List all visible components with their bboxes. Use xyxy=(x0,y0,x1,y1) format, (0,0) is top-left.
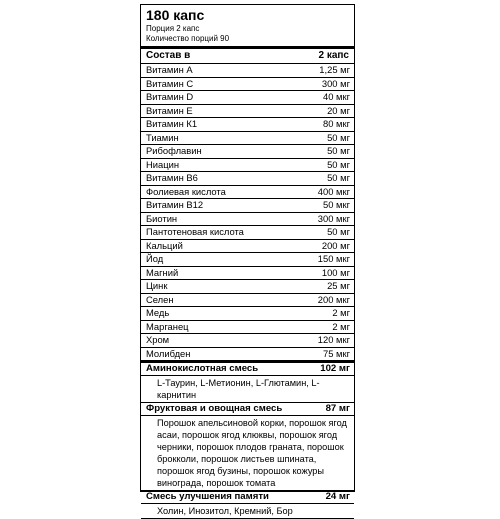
nutrient-row xyxy=(141,172,354,186)
nutrient-row xyxy=(141,334,354,348)
nutrient-row xyxy=(141,307,354,321)
nutrient-amount: 200 мкг xyxy=(317,293,350,305)
nutrient-name: Селен xyxy=(146,293,174,305)
nutrient-row xyxy=(141,105,354,119)
nutrient-amount: 2 мг xyxy=(332,307,350,318)
header-left: Состав в xyxy=(146,50,191,61)
blend-amount: 24 мг xyxy=(325,491,350,502)
nutrient-amount: 1,25 мг xyxy=(319,64,350,75)
nutrient-row xyxy=(141,253,354,267)
nutrient-row xyxy=(141,118,354,132)
nutrient-name: Ниацин xyxy=(146,158,180,170)
nutrient-amount: 50 мг xyxy=(327,172,350,183)
table-header xyxy=(141,49,354,64)
nutrient-name: Рибофлавин xyxy=(146,145,202,156)
nutrient-row xyxy=(141,186,354,200)
blend-fruit-veg-header xyxy=(141,403,354,416)
nutrient-name: Молибден xyxy=(146,347,191,359)
nutrient-amount: 25 мг xyxy=(327,280,350,291)
nutrient-amount: 50 мг xyxy=(327,226,350,237)
nutrient-amount: 75 мкг xyxy=(323,347,350,359)
nutrient-name: Витамин В12 xyxy=(146,199,204,210)
nutrient-amount: 100 мг xyxy=(321,266,350,278)
nutrient-name: Йод xyxy=(146,253,164,264)
nutrient-name: Биотин xyxy=(146,212,178,224)
nutrient-row xyxy=(141,348,354,362)
nutrient-name: Медь xyxy=(146,307,170,318)
nutrient-name: Витамин В6 xyxy=(146,172,198,183)
nutrient-name: Витамин D xyxy=(146,91,194,102)
nutrient-row xyxy=(141,240,354,254)
serving-size: Порция 2 капс xyxy=(146,24,200,33)
blend-amino-contents: L-Таурин, L-Метионин, L-Глютамин, L-карнитин xyxy=(141,376,354,403)
nutrient-amount: 50 мг xyxy=(327,145,350,156)
nutrient-row xyxy=(141,159,354,173)
blend-name: Фруктовая и овощная смесь xyxy=(146,403,283,414)
nutrient-name: Витамин А xyxy=(146,64,193,75)
blend-amino-header xyxy=(141,361,354,376)
nutrient-name: Цинк xyxy=(146,280,168,291)
nutrient-row xyxy=(141,132,354,146)
nutrient-name: Магний xyxy=(146,266,179,278)
nutrient-row xyxy=(141,64,354,78)
nutrient-name: Хром xyxy=(146,334,170,345)
blend-name: Аминокислотная смесь xyxy=(146,363,259,374)
nutrient-row xyxy=(141,226,354,240)
nutrient-name: Кальций xyxy=(146,239,183,251)
nutrient-list xyxy=(141,64,354,361)
blend-memory-contents: Холин, Инозитол, Кремний, Бор xyxy=(141,504,354,519)
blend-amount: 87 мг xyxy=(325,403,350,414)
nutrient-name: Фолиевая кислота xyxy=(146,185,226,197)
nutrient-name: Витамин Е xyxy=(146,104,193,116)
supplement-facts-panel xyxy=(140,4,355,516)
nutrient-amount: 50 мкг xyxy=(323,199,350,210)
nutrient-name: Марганец xyxy=(146,320,189,332)
nutrient-amount: 300 мкг xyxy=(317,212,350,224)
nutrient-amount: 80 мкг xyxy=(323,118,350,129)
nutrient-row xyxy=(141,213,354,227)
nutrient-row xyxy=(141,145,354,159)
nutrient-amount: 50 мг xyxy=(327,131,350,143)
nutrient-amount: 120 мкг xyxy=(317,334,350,345)
nutrient-amount: 200 мг xyxy=(321,239,350,251)
nutrient-amount: 300 мг xyxy=(321,77,350,89)
label-title: 180 капс xyxy=(146,7,205,23)
blend-amount: 102 мг xyxy=(320,363,350,374)
nutrient-name: Витамин К1 xyxy=(146,118,198,129)
header-right: 2 капс xyxy=(318,50,349,61)
blend-fruit-veg-contents: Порошок апельсиновой корки, порошок ягод асаи, порошок ягод клюквы, порошок ягод черники, порошок плодов граната, порошок брокколи, порошок листьев шпината, порошок ягод бузины, порошок кожуры винограда, порошок томата xyxy=(141,416,354,491)
blend-name: Смесь улучшения памяти xyxy=(146,491,269,502)
servings-count: Количество порций 90 xyxy=(146,34,230,43)
nutrient-amount: 150 мкг xyxy=(317,253,350,264)
nutrient-row xyxy=(141,199,354,213)
nutrient-amount: 20 мг xyxy=(327,104,350,116)
nutrient-name: Пантотеновая кислота xyxy=(146,226,244,237)
nutrient-amount: 40 мкг xyxy=(323,91,350,102)
nutrient-name: Витамин С xyxy=(146,77,194,89)
nutrient-row xyxy=(141,321,354,335)
nutrient-row xyxy=(141,78,354,92)
nutrient-amount: 2 мг xyxy=(332,320,350,332)
nutrient-amount: 50 мг xyxy=(327,158,350,170)
nutrient-row xyxy=(141,267,354,281)
nutrient-amount: 400 мкг xyxy=(317,185,350,197)
nutrient-row xyxy=(141,294,354,308)
blend-memory-header xyxy=(141,491,354,504)
nutrient-row xyxy=(141,91,354,105)
nutrient-row xyxy=(141,280,354,294)
nutrient-name: Тиамин xyxy=(146,131,179,143)
